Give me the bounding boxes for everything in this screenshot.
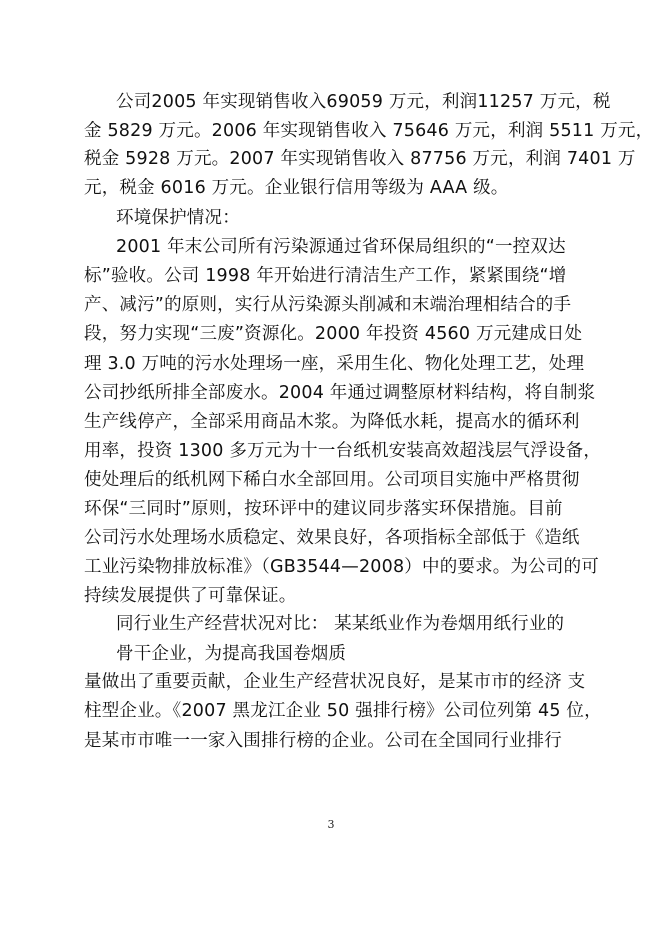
env-line-5: 理 3.0 万吨的污水处理场一座，采用生化、物化处理工艺，处理 xyxy=(84,354,585,374)
sales-line-1: 公司2005 年实现销售收入69059 万元，利润11257 万元，税 xyxy=(116,92,611,112)
env-line-2: 标”验收。公司 1998 年开始进行清洁生产工作，紧紧围绕“增 xyxy=(84,266,567,286)
page-number: 3 xyxy=(327,818,335,831)
industry-line-4: 柱型企业。《2007 黑龙江企业 50 强排行榜》公司位列第 45 位， xyxy=(84,701,602,721)
sales-line-3: 税金 5928 万元。2007 年实现销售收入 87756 万元，利润 7401 万 xyxy=(84,149,636,169)
env-line-11: 公司污水处理场水质稳定、效果良好，各项指标全部低于《造纸 xyxy=(84,528,580,548)
industry-line-5: 是某市市唯一一家入围排行榜的企业。公司在全国同行业排行 xyxy=(84,731,562,751)
sales-line-2: 金 5829 万元。2006 年实现销售收入 75646 万元，利润 5511 万元， xyxy=(84,121,654,141)
env-line-4: 段，努力实现“三废”资源化。2000 年投资 4560 万元建成日处 xyxy=(84,324,583,344)
env-line-7: 生产线停产，全部采用商品木浆。为降低水耗，提高水的循环利 xyxy=(84,412,580,432)
industry-line-3: 量做出了重要贡献，企业生产经营状况良好，是某市市的经济 支 xyxy=(84,672,586,692)
env-line-8: 用率，投资 1300 多万元为十一台纸机安装高效超浅层气浮设备， xyxy=(84,441,602,461)
env-line-10: 环保“三同时”原则，按环评中的建议同步落实环保措施。目前 xyxy=(84,499,563,519)
env-line-9: 使处理后的纸机网下稀白水全部回用。公司项目实施中严格贯彻 xyxy=(84,470,580,490)
env-heading: 环境保护情况： xyxy=(116,208,240,228)
env-line-6: 公司抄纸所排全部废水。2004 年通过调整原材料结构，将自制浆 xyxy=(84,383,596,403)
industry-line-2: 骨干企业，为提高我国卷烟质 xyxy=(116,644,347,664)
sales-line-4: 元，税金 6016 万元。企业银行信用等级为 AAA 级。 xyxy=(84,178,509,198)
industry-line-1: 同行业生产经营状况对比： 某某纸业作为卷烟用纸行业的 xyxy=(116,614,565,634)
env-line-13: 持续发展提供了可靠保证。 xyxy=(84,586,297,606)
env-line-1: 2001 年末公司所有污染源通过省环保局组织的“一控双达 xyxy=(116,237,566,257)
env-line-3: 产、减污”的原则，实行从污染源头削减和末端治理相结合的手 xyxy=(84,295,572,315)
env-line-12: 工业污染物排放标准》（GB3544—2008）中的要求。为公司的可 xyxy=(84,557,599,577)
